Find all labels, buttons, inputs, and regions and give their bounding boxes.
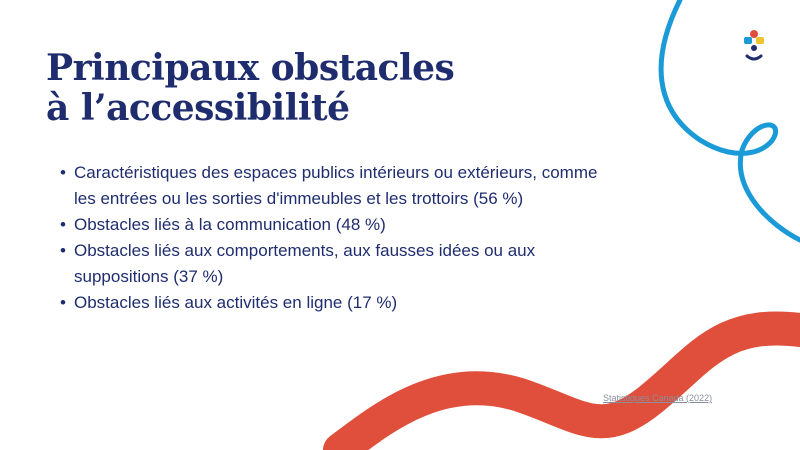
bullet-item: • Obstacles liés aux activités en ligne (17 %) [60, 290, 620, 316]
blue-curve-line [661, 0, 800, 240]
title-line-2: à l’accessibilité [46, 87, 350, 129]
slide-title [46, 48, 454, 128]
logo-icon [738, 28, 770, 62]
bullet-item: • Caractéristiques des espaces publics intérieurs ou extérieurs, comme les entrées ou les sorties d'immeubles et les trottoirs (56 %) [60, 160, 620, 212]
source-link[interactable]: Statistiques Canada (2022) [603, 393, 713, 403]
bullet-list [60, 160, 620, 316]
title-line-1: Principaux obstacles [46, 47, 455, 89]
bullet-item: • Obstacles liés à la communication (48 %) [60, 212, 620, 238]
red-wave-shape [340, 328, 800, 450]
bullet-item: • Obstacles liés aux comportements, aux fausses idées ou aux suppositions (37 %) [60, 238, 620, 290]
